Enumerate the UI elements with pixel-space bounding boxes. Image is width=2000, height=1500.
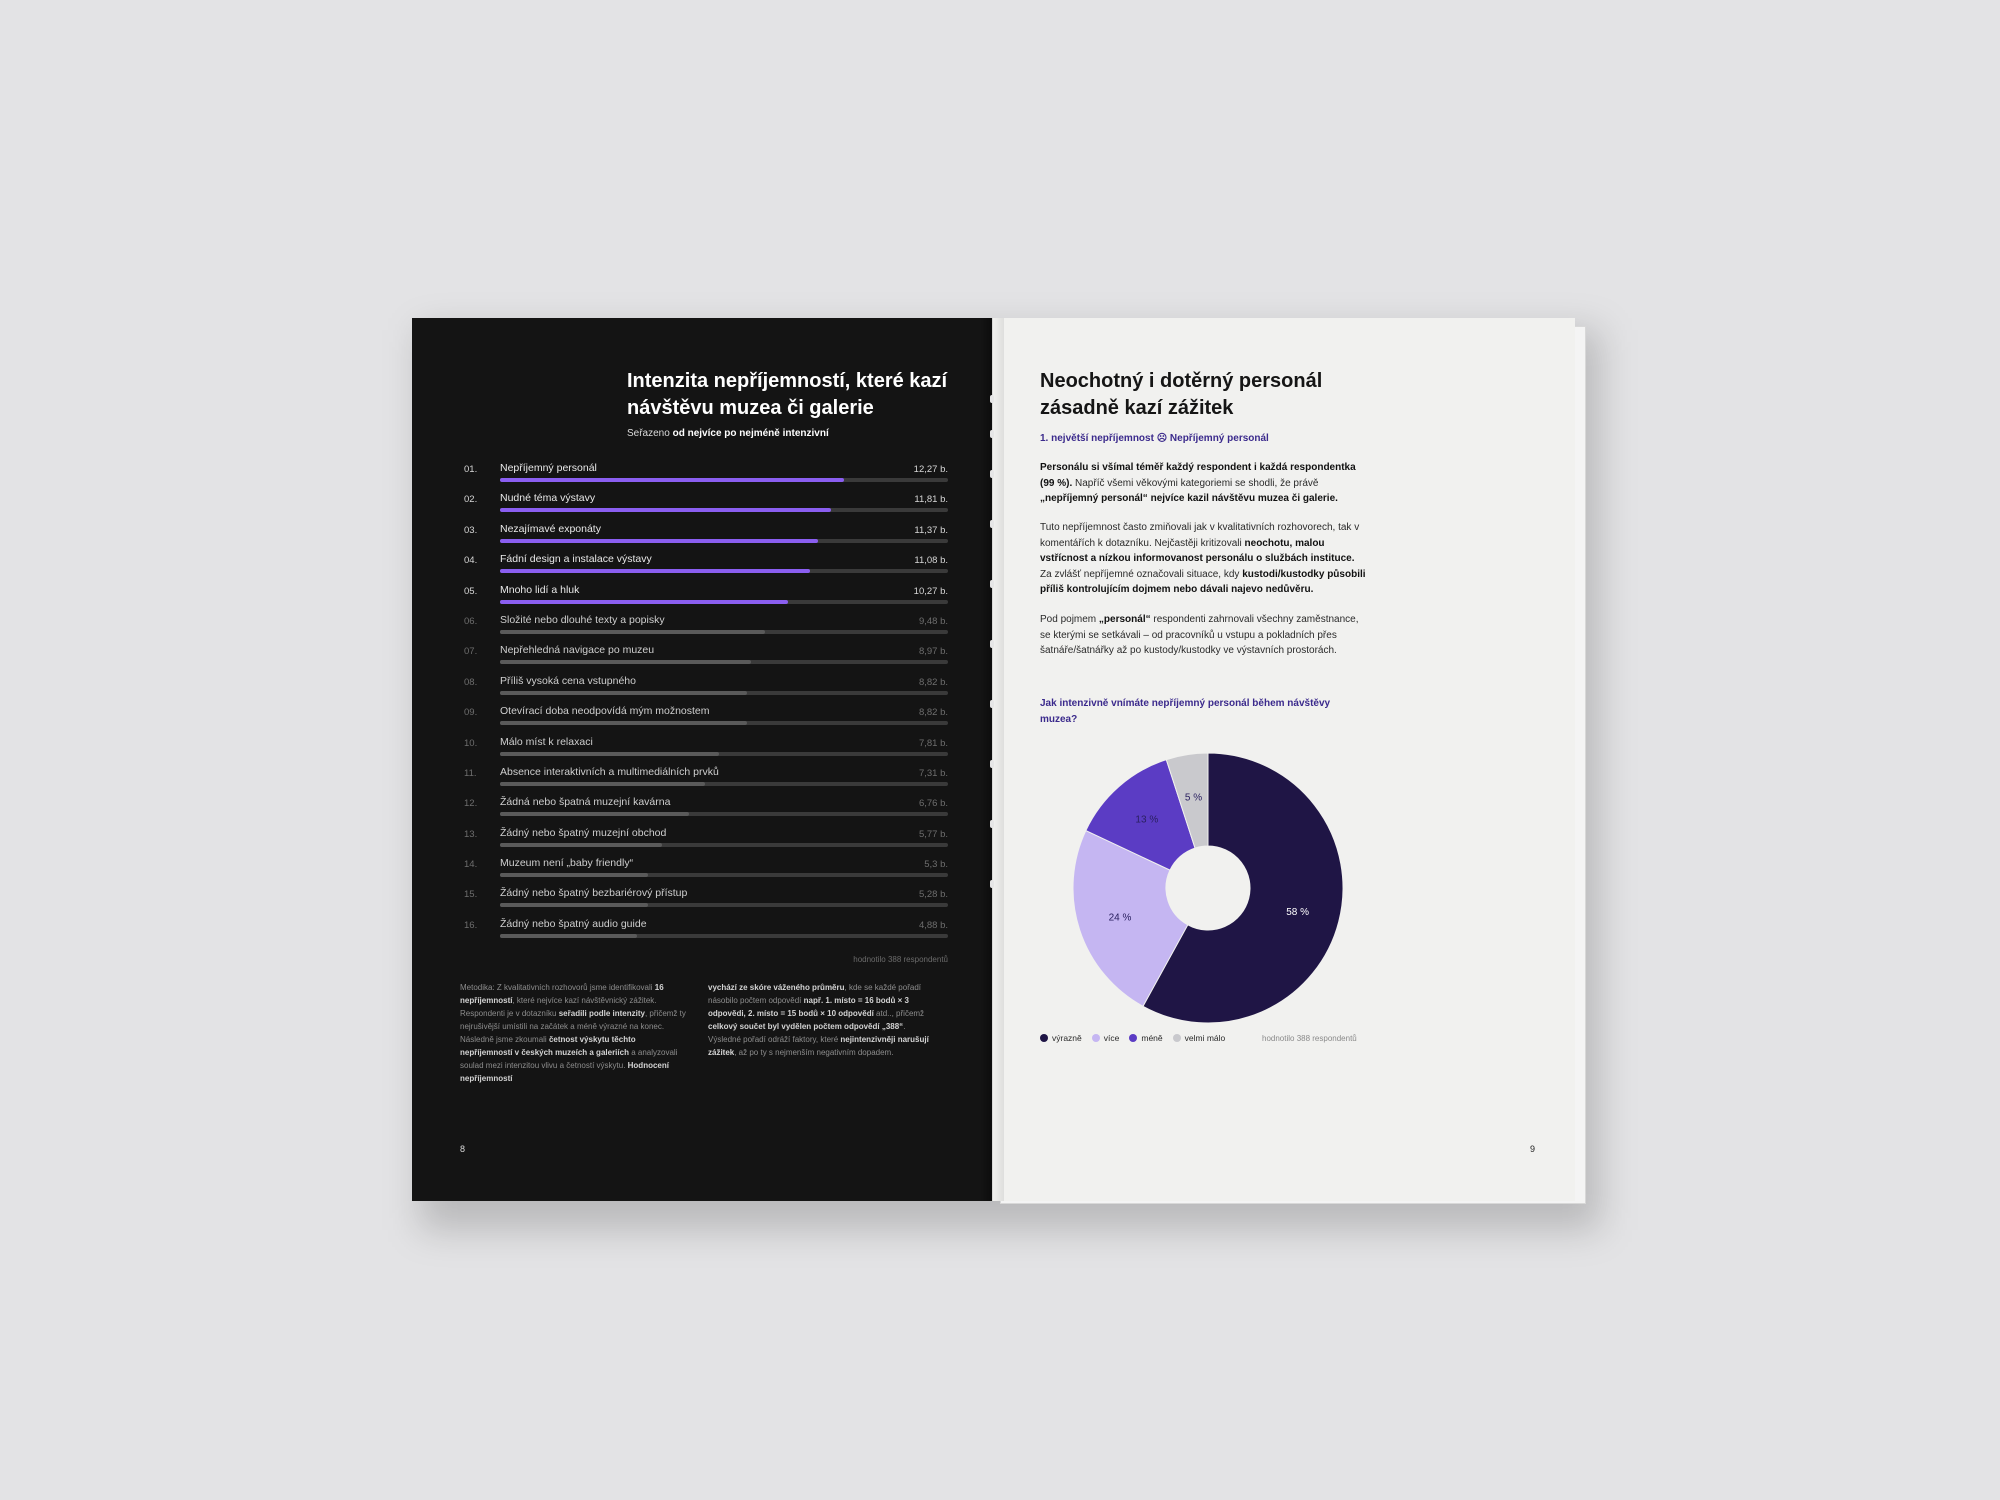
legend-label: výrazně — [1052, 1033, 1082, 1043]
bar-fill — [500, 903, 648, 907]
row-value: 11,08 b. — [914, 555, 948, 567]
text-run: Za zvlášť nepříjemné označovali situace, kdy — [1040, 568, 1243, 580]
rank-number: 14. — [464, 859, 478, 871]
ranking-row — [464, 826, 948, 859]
bar-track — [500, 630, 948, 634]
bar-fill — [500, 843, 662, 847]
bar-fill — [500, 539, 818, 543]
left-page — [412, 318, 992, 1201]
rank-number: 05. — [464, 585, 478, 597]
rank-number: 11. — [464, 767, 477, 779]
row-label: Mnoho lidí a hluk — [500, 583, 580, 596]
bar-fill — [500, 721, 747, 725]
bar-track — [500, 660, 948, 664]
bar-track — [500, 873, 948, 877]
bar-track — [500, 478, 948, 482]
bold-text: např. 1. místo = 16 bodů × 3 odpovědi, 2. místo = 15 bodů × 10 odpovědí — [708, 996, 909, 1018]
donut-chart — [1068, 748, 1348, 1028]
rank-number: 07. — [464, 646, 478, 658]
bold-text: Personálu si všímal téměř každý respondent i každá respondentka (99 %). — [1040, 462, 1356, 489]
row-value: 11,37 b. — [914, 524, 948, 536]
row-value: 11,81 b. — [914, 494, 948, 506]
rank-number: 09. — [464, 707, 478, 719]
row-value: 5,3 b. — [924, 859, 948, 871]
bar-fill — [500, 660, 751, 664]
bar-track — [500, 903, 948, 907]
rank-number: 16. — [464, 919, 478, 931]
rank-number: 04. — [464, 555, 478, 567]
bold-text: „nepříjemný personál“ nejvíce kazil návštěvu muzea či galerie. — [1040, 493, 1338, 504]
bar-track — [500, 569, 948, 573]
text-run: Tuto nepříjemnost často zmiňovali jak v kvalitativních rozhovorech, tak v komentářích k dotazníku. Nejčastěji kritizovali — [1040, 522, 1360, 549]
text-run: Napříč všemi věkovými kategoriemi se shodli, že právě — [1072, 477, 1319, 489]
paragraph-3 — [1040, 612, 1368, 659]
methodology-col-1 — [460, 981, 690, 1085]
row-label: Žádný nebo špatný muzejní obchod — [500, 826, 667, 839]
rank-number: 12. — [464, 798, 478, 810]
text-run: a analyzovali soulad mezi intenzitou vlivu a četností výskytu. — [460, 1048, 678, 1070]
paragraph-1 — [1040, 460, 1368, 507]
rank-number: 10. — [464, 737, 478, 749]
ranking-row — [464, 765, 948, 798]
legend-label: velmi málo — [1184, 1033, 1226, 1043]
bar-track — [500, 721, 948, 725]
spine-stitch — [990, 700, 994, 708]
left-page-subtitle — [627, 428, 829, 439]
row-value: 10,27 b. — [913, 585, 948, 597]
row-label: Otevírací doba neodpovídá mým možnostem — [500, 705, 710, 718]
row-label: Žádný nebo špatný bezbariérový přístup — [500, 887, 688, 900]
text-run: , přičemž ty nejrušivější umístili na začátek a méně výrazné na konec. Následně jsme zkoumali — [460, 1009, 686, 1044]
row-label: Muzeum není „baby friendly“ — [500, 857, 634, 870]
row-label: Nezajímavé exponáty — [500, 522, 601, 535]
bar-track — [500, 812, 948, 816]
ranking-row — [464, 735, 948, 768]
text-run: , až po ty s nejmenším negativním dopadem. — [734, 1048, 894, 1057]
row-label: Nepříjemný personál — [500, 462, 597, 474]
legend-swatch — [1173, 1034, 1181, 1042]
slice-label: 13 % — [1135, 814, 1159, 826]
spine-stitch — [990, 580, 994, 588]
bar-fill — [500, 752, 719, 756]
row-label: Složité nebo dlouhé texty a popisky — [500, 613, 665, 626]
legend-item — [1040, 1033, 1082, 1043]
ranking-row — [464, 494, 948, 524]
row-label: Žádný nebo špatný audio guide — [500, 917, 647, 930]
bold-text: neochotu, malou vstřícnost a nízkou informovanost personálu o službách instituce. — [1040, 537, 1355, 564]
row-value: 8,97 b. — [918, 646, 948, 658]
legend-label: více — [1103, 1033, 1120, 1043]
bar-fill — [500, 630, 765, 634]
row-value: 5,77 b. — [918, 828, 948, 840]
legend-item — [1173, 1033, 1226, 1043]
bar-fill — [500, 569, 810, 573]
bar-track — [500, 508, 948, 512]
row-label: Nudné téma výstavy — [500, 492, 596, 505]
right-page-kicker: 1. největší nepříjemnost ☹ Nepříjemný personál — [1040, 433, 1269, 444]
row-value: 9,48 b. — [918, 615, 948, 627]
ranking-row — [464, 917, 948, 950]
spine-stitch — [990, 520, 994, 528]
bar-fill — [500, 600, 788, 604]
legend-label: méně — [1141, 1033, 1163, 1043]
bar-track — [500, 843, 948, 847]
bold-text: seřadili podle intenzity — [558, 1009, 645, 1018]
row-label: Nepřehledná navigace po muzeu — [500, 644, 655, 657]
text-run: , které nejvíce kazí návštěvnický zážitek. Respondenti je v dotazníku — [460, 996, 657, 1018]
row-label: Žádná nebo špatná muzejní kavárna — [500, 796, 671, 809]
ranking-row — [464, 707, 948, 737]
right-page-title: Neochotný i dotěrný personál zásadně kazí zážitek — [1040, 370, 1323, 419]
bar-track — [500, 752, 948, 756]
row-value: 4,88 b. — [918, 919, 948, 931]
slice-label: 5 % — [1184, 792, 1203, 804]
ranking-row — [464, 798, 948, 828]
legend-item — [1092, 1033, 1120, 1043]
row-value: 12,27 b. — [913, 464, 948, 475]
bar-fill — [500, 691, 747, 695]
spine-stitch — [990, 430, 994, 438]
bold-text: nejintenzivněji narušují zážitek — [708, 1035, 929, 1057]
spine-stitch — [990, 820, 994, 828]
right-source-note: hodnotilo 388 respondentů — [1262, 1034, 1357, 1043]
bar-fill — [500, 934, 637, 938]
row-label: Příliš vysoká cena vstupného — [500, 674, 636, 687]
page-number-right: 9 — [1530, 1144, 1536, 1154]
row-label: Málo míst k relaxaci — [500, 735, 593, 748]
bold-text: Hodnocení nepříjemností — [460, 1061, 669, 1083]
slice-label: 58 % — [1286, 907, 1309, 919]
chart-question: Jak intenzivně vnímáte nepříjemný personál během návštěvy muzea? — [1040, 698, 1331, 725]
bold-text: kustodi/kustodky působili příliš kontrolujícím dojmem nebo dávali najevo nedůvěru. — [1040, 568, 1366, 595]
spine-stitch — [990, 640, 994, 648]
bar-track — [500, 782, 948, 786]
slice-label: 24 % — [1108, 912, 1132, 924]
left-page-title: Intenzita nepříjemností, které kazí návštěvu muzea či galerie — [627, 370, 948, 419]
ranking-list — [464, 464, 948, 950]
row-value: 8,82 b. — [918, 676, 948, 688]
subtitle-prefix: Seřazeno — [627, 428, 673, 439]
rank-number: 01. — [464, 464, 478, 475]
bar-track — [500, 934, 948, 938]
bar-fill — [500, 873, 648, 877]
subtitle-emphasis: od nejvíce po nejméně intenzivní — [672, 428, 829, 439]
bold-text: 16 nepříjemností — [460, 983, 664, 1005]
rank-number: 06. — [464, 615, 478, 627]
text-run: Metodika: Z kvalitativních rozhovorů jsme identifikovali — [460, 983, 655, 992]
paragraph-2 — [1040, 520, 1368, 598]
text-run: , kde se každé pořadí násobilo počtem odpovědí — [708, 983, 921, 1005]
chart-legend — [1040, 1033, 1225, 1043]
bold-text: „personál“ — [1098, 614, 1151, 625]
ranking-row — [464, 859, 948, 889]
ranking-row — [464, 613, 948, 646]
ranking-row — [464, 522, 948, 555]
bar-track — [500, 600, 948, 604]
rank-number: 08. — [464, 676, 478, 688]
ranking-row — [464, 889, 948, 919]
ranking-row — [464, 583, 948, 616]
spine-stitch — [990, 470, 994, 478]
bar-track — [500, 539, 948, 543]
bold-text: četnost výskytu těchto nepříjemností v českých muzeích a galeriích — [460, 1035, 636, 1057]
page-number-left: 8 — [460, 1144, 466, 1154]
spine-stitch — [990, 760, 994, 768]
text-run: Pod pojmem — [1040, 614, 1099, 625]
bold-text: celkový součet byl vydělen počtem odpovědí „388“ — [708, 1022, 904, 1031]
legend-swatch — [1129, 1034, 1137, 1042]
row-value: 6,76 b. — [918, 798, 948, 810]
left-source-note: hodnotilo 388 respondentů — [853, 955, 948, 964]
spine-stitch — [990, 395, 994, 403]
bold-text: vychází ze skóre váženého průměru — [708, 983, 845, 992]
text-run: . Výsledné pořadí odráží faktory, které — [708, 1022, 906, 1044]
bar-fill — [500, 508, 831, 512]
row-value: 7,31 b. — [918, 767, 948, 779]
row-value: 5,28 b. — [918, 889, 948, 901]
ranking-row — [464, 674, 948, 707]
legend-swatch — [1092, 1034, 1100, 1042]
bar-fill — [500, 478, 844, 482]
rank-number: 02. — [464, 494, 478, 506]
legend-swatch — [1040, 1034, 1048, 1042]
row-value: 7,81 b. — [918, 737, 948, 749]
rank-number: 15. — [464, 889, 478, 901]
text-run: respondenti zahrnovali všechny zaměstnance, se kterými se setkávali – od pracovníků u vstupu a pokladních přes šatnáře/šatnářky až po kustody/kustodky ve výstavních prostorách. — [1040, 614, 1359, 656]
row-label: Absence interaktivních a multimediálních prvků — [500, 765, 719, 778]
row-value: 8,82 b. — [918, 707, 948, 719]
legend-item — [1129, 1033, 1162, 1043]
right-page — [992, 318, 1575, 1201]
bar-track — [500, 691, 948, 695]
ranking-row — [464, 464, 948, 494]
row-label: Fádní design a instalace výstavy — [500, 553, 652, 566]
rank-number: 03. — [464, 524, 478, 536]
text-run: atd.., přičemž — [873, 1009, 925, 1018]
ranking-row — [464, 555, 948, 585]
ranking-row — [464, 646, 948, 676]
rank-number: 13. — [464, 828, 478, 840]
spine-stitch — [990, 880, 994, 888]
bar-fill — [500, 812, 689, 816]
bar-fill — [500, 782, 705, 786]
methodology-col-2 — [708, 981, 938, 1059]
